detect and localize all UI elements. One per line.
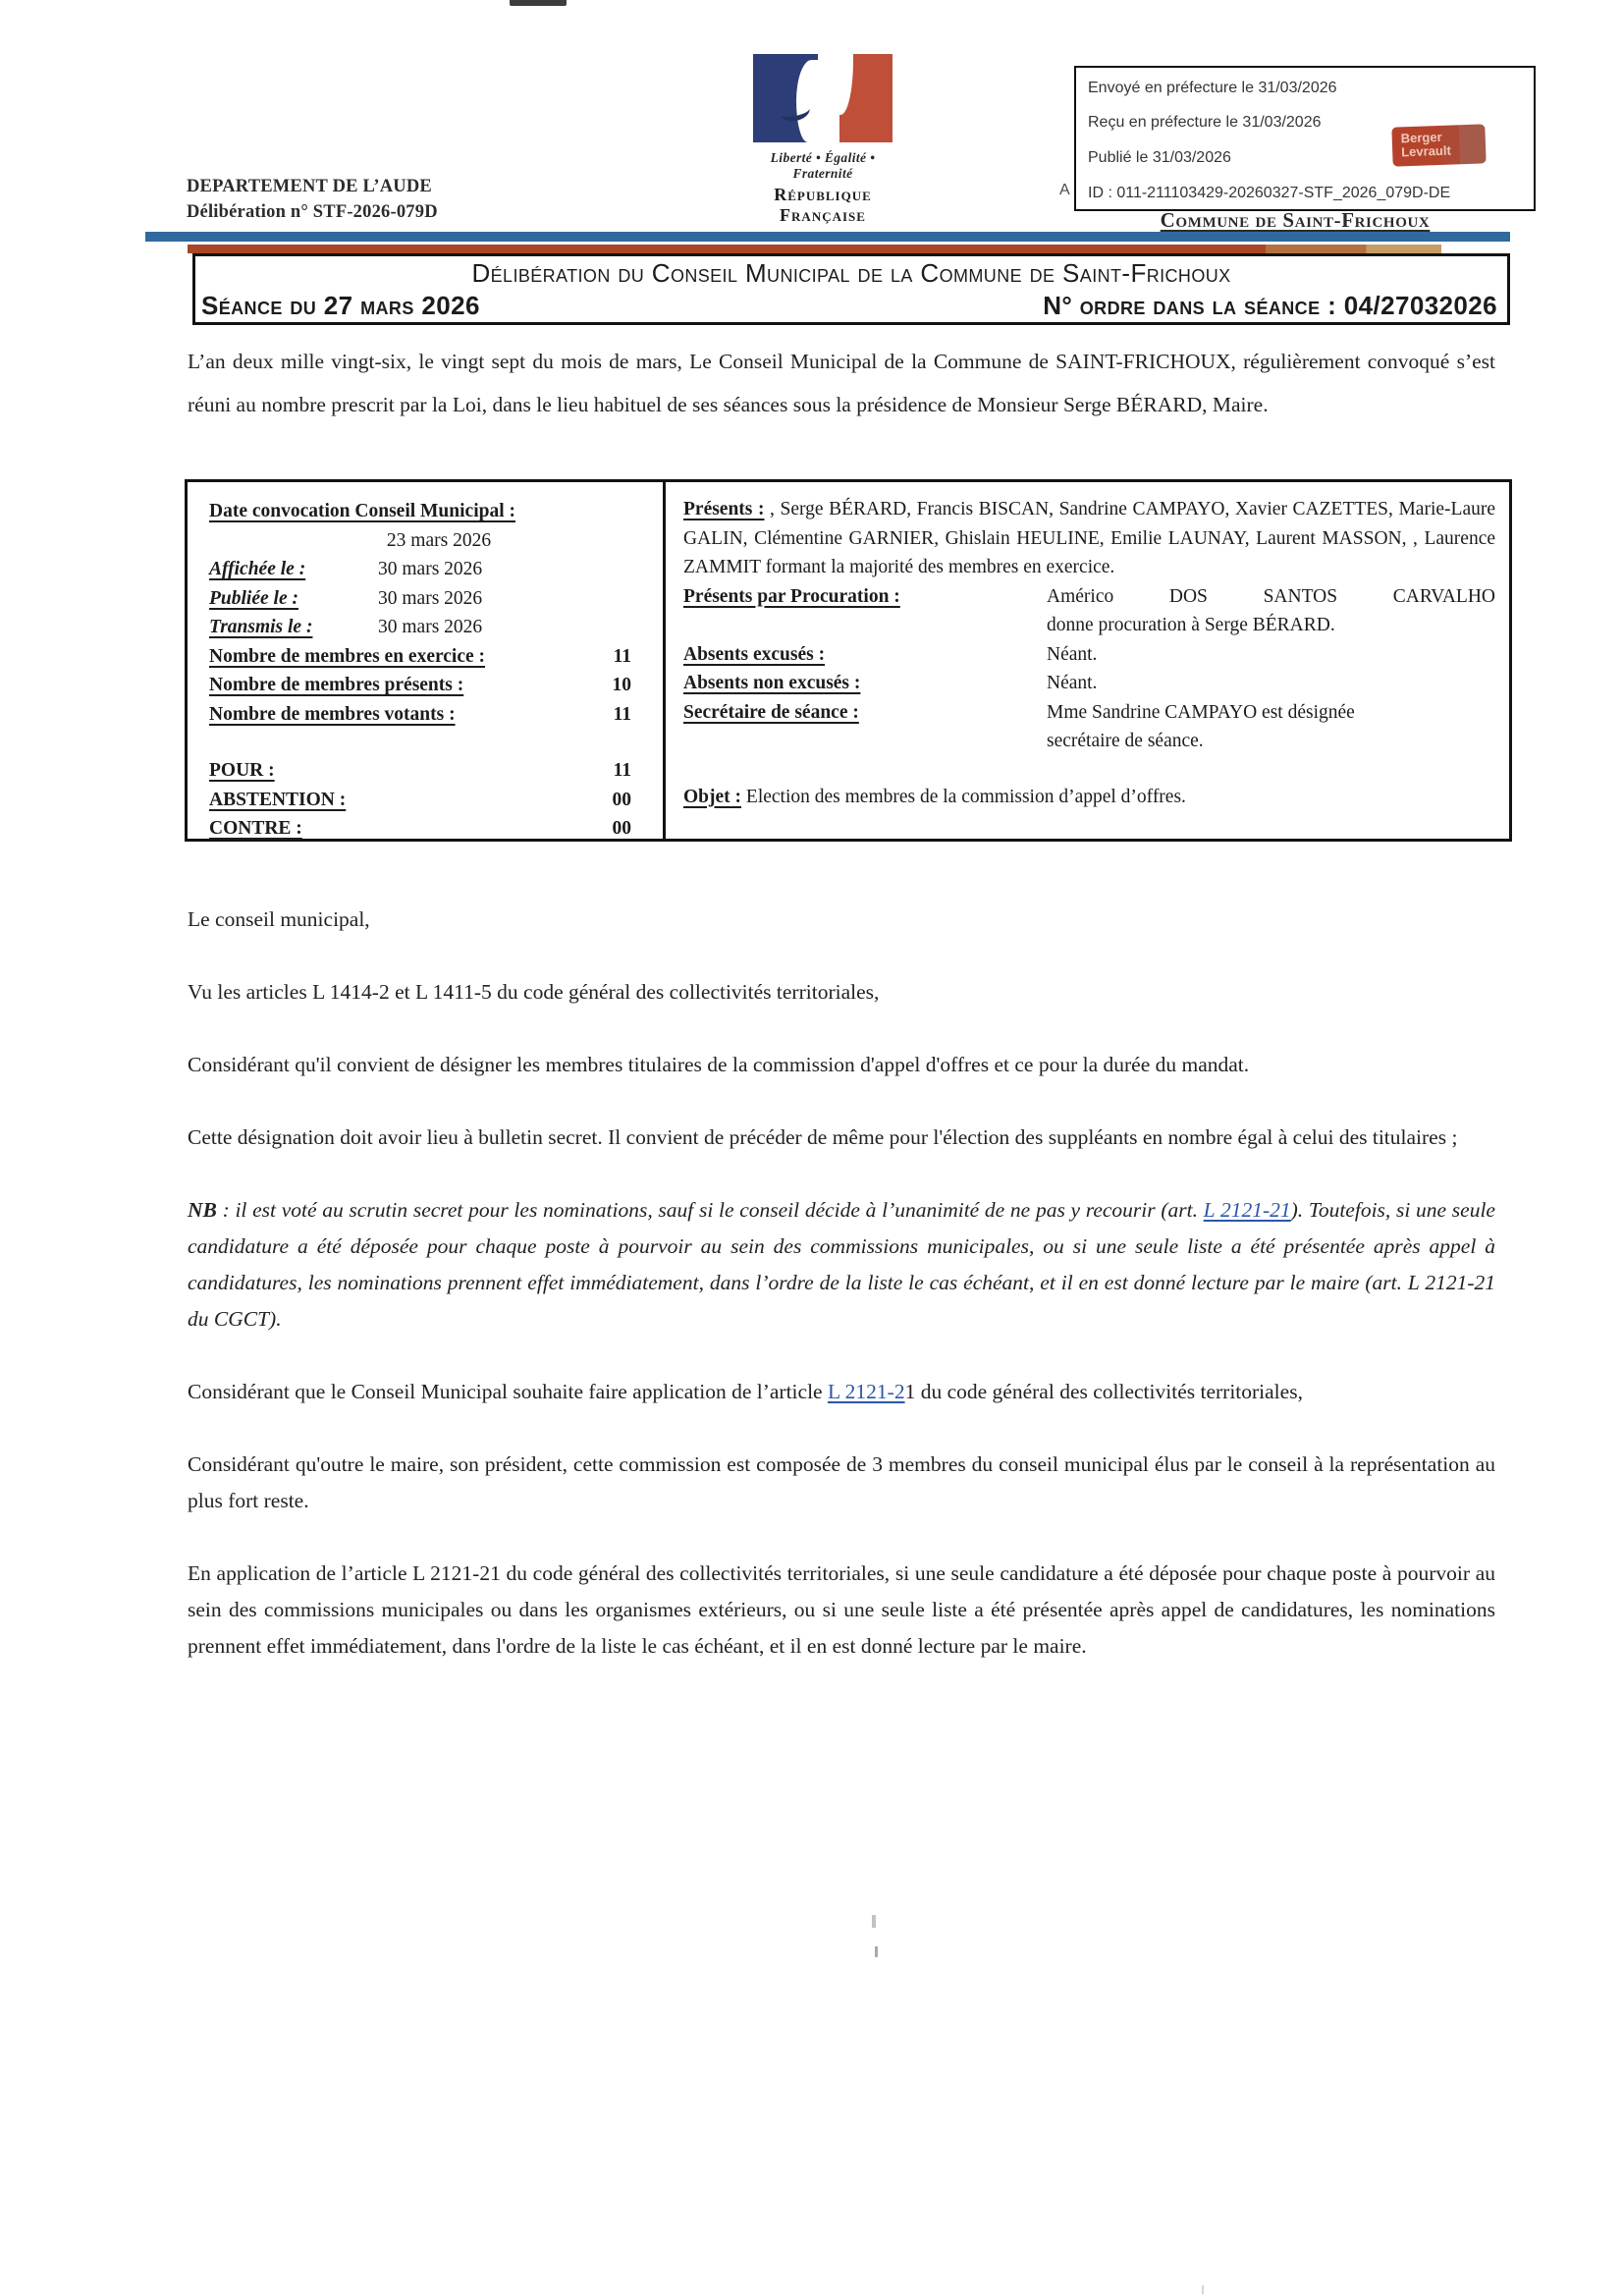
- transmis-date: 30 mars 2026: [378, 617, 483, 637]
- paragraph-conseil: Le conseil municipal,: [188, 907, 370, 931]
- pour-label: POUR :: [209, 760, 275, 781]
- nb-text-1: : il est voté au scrutin secret pour les nominations, sauf si le conseil décide à l’unanimité de ne pas y recourir (art.: [216, 1198, 1204, 1222]
- membres-exercice-count: 11: [613, 645, 631, 667]
- absents-excuses-value: Néant.: [1047, 643, 1098, 665]
- marianne-flag-icon: [753, 54, 893, 142]
- secretaire-label: Secrétaire de séance :: [683, 701, 859, 723]
- republique-francaise-logo: [746, 54, 899, 226]
- red-rule-bar: [188, 245, 1441, 253]
- deliberation-number: Délibération n° STF-2026-079D: [187, 202, 438, 222]
- seance-info-left-cell: [188, 482, 666, 839]
- procuration-label: Présents par Procuration :: [683, 585, 900, 607]
- flag-white-panel: [818, 54, 839, 142]
- republique-francaise-label: République Française: [774, 185, 872, 225]
- commune-name: Commune de Saint-Frichoux: [1160, 208, 1431, 232]
- link-article-l2121-21[interactable]: L 2121-21: [1203, 1198, 1291, 1222]
- flag-blue-panel: [753, 54, 818, 142]
- seance-info-right-cell: [666, 482, 1509, 839]
- acte-id-line: ID : 011-211103429-20260327-STF_2026_079D-DE: [1088, 185, 1451, 201]
- secretaire-row: [683, 698, 1495, 756]
- objet-label: Objet :: [683, 786, 742, 807]
- nb-text-2: ). Toutefois, si une seule candidature a été déposée pour chaque poste à pourvoir au sein des commissions municipales, ou si une seule liste a été présentée après appel à candidatures, les nominations prennent effet immédiatement, dans l’ordre de la liste le cas échéant, et il en est donné lecture par le maire (art. L 2121-21 du CGCT).: [188, 1198, 1495, 1331]
- scan-speck: [1202, 2285, 1204, 2294]
- liberte-egalite-fraternite: Liberté • Égalité • Fraternité: [770, 150, 876, 181]
- procuration-detail: donne procuration à Serge BÉRARD.: [1047, 615, 1335, 635]
- absents-non-excuses-row: [683, 669, 1495, 698]
- procuration-name: Américo DOS SANTOS CARVALHO: [1047, 585, 1495, 607]
- contre-label: CONTRE :: [209, 818, 302, 839]
- deliberation-title-banner: [192, 253, 1510, 325]
- table-row: [209, 555, 639, 584]
- table-row: [209, 671, 639, 700]
- paragraph-considerant-composition: Considérant qu'outre le maire, son président, cette commission est composée de 3 membres du conseil municipal élus par le conseil à la représentation au plus fort reste.: [188, 1452, 1495, 1512]
- table-row: [209, 700, 639, 730]
- table-row: [209, 814, 639, 844]
- absents-excuses-row: [683, 640, 1495, 670]
- presents-names: , Serge BÉRARD, Francis BISCAN, Sandrine CAMPAYO, Xavier CAZETTES, Marie-Laure GALIN, Clémentine GARNIER, Ghislain HEULINE, Emilie LAUNAY, Laurent MASSON, , Laurence ZAMMIT formant la majorité des membres en exercice.: [683, 499, 1495, 577]
- envoye-line: Envoyé en préfecture le 31/03/2026: [1088, 80, 1337, 96]
- pour-count: 11: [613, 760, 631, 781]
- p6-text-1: Considérant que le Conseil Municipal souhaite faire application de l’article: [188, 1380, 828, 1403]
- paragraph-bulletin-secret: Cette désignation doit avoir lieu à bulletin secret. Il convient de précéder de même pour l'élection des suppléants en nombre égal à celui des titulaires ;: [188, 1125, 1458, 1149]
- paragraph-en-application: En application de l’article L 2121-21 du code général des collectivités territoriales, si une seule candidature a été déposée pour chaque poste à pourvoir au sein des commissions municipales ou dans les organismes extérieurs, ou si une seule liste a été présentée après appel de candidatures, les nominations prennent effet immédiatement, dans l'ordre de la liste le cas échéant, et il en est donné lecture par le maire.: [188, 1561, 1495, 1658]
- stamp-line1: Berger: [1400, 129, 1442, 146]
- secretaire-value-line2: secrétaire de séance.: [1047, 731, 1204, 751]
- absents-non-excuses-label: Absents non excusés :: [683, 673, 861, 693]
- recu-line: Reçu en préfecture le 31/03/2026: [1088, 114, 1322, 131]
- objet-value: Election des membres de la commission d’appel d’offres.: [741, 786, 1186, 807]
- affichee-label: Affichée le :: [209, 559, 306, 579]
- absents-non-excuses-value: Néant.: [1047, 673, 1098, 693]
- membres-exercice-label: Nombre de membres en exercice :: [209, 645, 486, 667]
- department-header: [187, 174, 438, 225]
- paragraph-considerant-application: [188, 1374, 1495, 1410]
- seance-date: Séance du 27 mars 2026: [201, 291, 480, 320]
- scan-artifact-top: [510, 0, 567, 6]
- publiee-label: Publiée le :: [209, 587, 298, 609]
- blue-rule-bar: [145, 232, 1510, 242]
- objet-row: [683, 783, 1495, 812]
- membres-votants-count: 11: [613, 703, 631, 725]
- presents-paragraph: [683, 495, 1495, 582]
- p6-text-2: 1 du code général des collectivités territoriales,: [904, 1380, 1303, 1403]
- seance-info-table: [185, 479, 1512, 842]
- membres-votants-label: Nombre de membres votants :: [209, 703, 456, 725]
- membres-presents-count: 10: [612, 675, 631, 695]
- convocation-date: 23 mars 2026: [386, 529, 492, 551]
- publiee-date: 30 mars 2026: [378, 587, 483, 609]
- table-row: [209, 613, 639, 642]
- flag-red-panel: [839, 54, 893, 142]
- presents-label: Présents :: [683, 499, 765, 519]
- abstention-label: ABSTENTION :: [209, 789, 347, 810]
- scan-speck: [875, 1946, 878, 1957]
- secretaire-value-line1: Mme Sandrine CAMPAYO est désignée: [1047, 701, 1355, 723]
- publie-line: Publié le 31/03/2026: [1088, 149, 1231, 166]
- procuration-row: [683, 582, 1495, 640]
- transmis-label: Transmis le :: [209, 617, 313, 637]
- paragraph-considerant-designer: Considérant qu'il convient de désigner les membres titulaires de la commission d'appel d'offres et ce pour la durée du mandat.: [188, 1053, 1250, 1076]
- scan-stray-character: A: [1059, 182, 1070, 198]
- link-article-l2121-2[interactable]: L 2121-2: [827, 1380, 905, 1403]
- table-row: [209, 584, 639, 614]
- membres-presents-label: Nombre de membres présents :: [209, 675, 464, 695]
- paragraph-vu-articles: Vu les articles L 1414-2 et L 1411-5 du code général des collectivités territoriales,: [188, 980, 880, 1004]
- table-row: [209, 756, 639, 786]
- absents-excuses-label: Absents excusés :: [683, 643, 826, 665]
- table-row: [209, 642, 639, 672]
- deliberation-body: [188, 865, 1495, 1665]
- ordre-seance: N° ordre dans la séance : 04/27032026: [1043, 291, 1497, 320]
- convocation-label: Date convocation Conseil Municipal :: [209, 501, 515, 521]
- stamp-line2: Levrault: [1400, 142, 1452, 160]
- contre-count: 00: [612, 818, 631, 839]
- scan-speck: [872, 1915, 876, 1928]
- deliberation-title: Délibération du Conseil Municipal de la Commune de Saint-Frichoux: [471, 258, 1231, 288]
- paragraph-nb: [188, 1192, 1495, 1338]
- nb-label: NB: [188, 1198, 217, 1222]
- table-row: [209, 786, 639, 815]
- department-name: DEPARTEMENT DE L’AUDE: [187, 177, 432, 196]
- abstention-count: 00: [612, 789, 631, 810]
- affichee-date: 30 mars 2026: [378, 559, 483, 579]
- berger-levrault-stamp: [1391, 124, 1486, 166]
- intro-paragraph: L’an deux mille vingt-six, le vingt sept du mois de mars, Le Conseil Municipal de la Commune de SAINT-FRICHOUX, régulièrement convoqué s’est réuni au nombre prescrit par la Loi, dans le lieu habituel de ses séances sous la présidence de Monsieur Serge BÉRARD, Maire.: [188, 350, 1495, 416]
